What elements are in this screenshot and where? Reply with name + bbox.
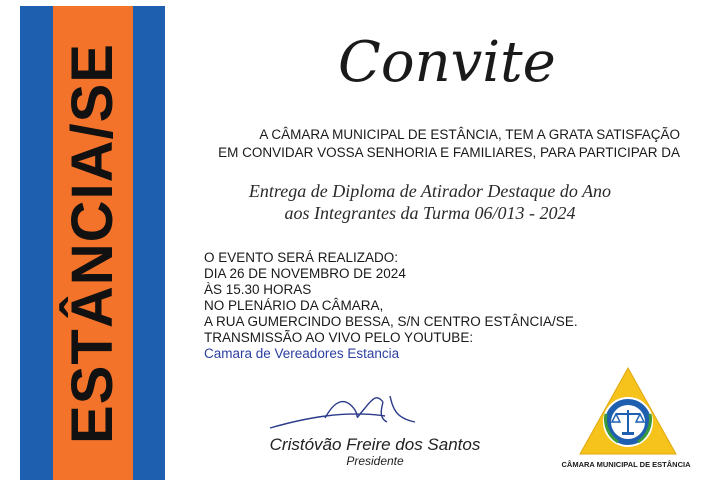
detail-line: DIA 26 DE NOVEMBRO DE 2024 [204, 266, 406, 281]
banner-text: ESTÂNCIA/SE [60, 42, 126, 444]
invitation-title: Convite [338, 30, 556, 95]
event-details [204, 250, 664, 362]
chamber-logo-icon [578, 366, 678, 456]
signature-scribble [265, 388, 435, 438]
detail-line: ÀS 15.30 HORAS [204, 282, 312, 297]
logo-caption: CÂMARA MUNICIPAL DE ESTÂNCIA [561, 460, 691, 469]
event-line: aos Integrantes da Turma 06/013 - 2024 [284, 203, 576, 223]
detail-line: A RUA GUMERCINDO BESSA, S/N CENTRO ESTÂNCIA/SE. [204, 314, 578, 329]
detail-line: TRANSMISSÃO AO VIVO PELO YOUTUBE: [204, 330, 474, 345]
intro-line: A CÂMARA MUNICIPAL DE ESTÂNCIA, TEM A GRATA SATISFAÇÃO [259, 127, 680, 142]
detail-line: NO PLENÁRIO DA CÂMARA, [204, 298, 384, 313]
event-description [190, 180, 670, 224]
side-banner [20, 6, 165, 480]
youtube-channel-link[interactable]: Camara de Vereadores Estancia [204, 346, 400, 361]
intro-paragraph [170, 126, 680, 162]
detail-line: O EVENTO SERÁ REALIZADO: [204, 250, 399, 265]
intro-line: EM CONVIDAR VOSSA SENHORIA E FAMILIARES, PARA PARTICIPAR DA [218, 145, 680, 160]
signatory-name: Cristóvão Freire dos Santos [269, 435, 481, 454]
signatory-role: Presidente [346, 454, 404, 468]
event-line: Entrega de Diploma de Atirador Destaque do Ano [248, 181, 612, 201]
